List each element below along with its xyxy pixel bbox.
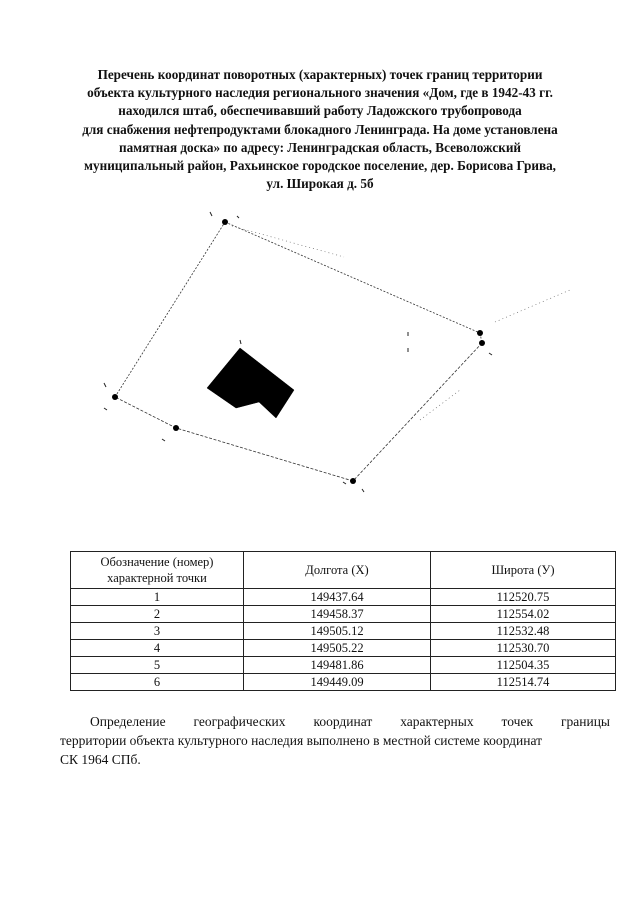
table-header-row — [71, 552, 616, 589]
scan-mark — [162, 439, 165, 441]
boundary-segment — [225, 222, 480, 333]
title-line: муниципальный район, Рахьинское городское поселение, дер. Борисова Грива, — [84, 158, 556, 174]
boundary-point — [479, 340, 485, 346]
neighbor-line — [420, 390, 460, 420]
document-title — [40, 66, 600, 193]
boundary-segment — [353, 343, 482, 481]
note-line: Определение географических координат характерных точек границы — [90, 714, 610, 729]
boundary-point — [222, 219, 228, 225]
latitude-value: 112530.70 — [431, 640, 616, 657]
point-number: 5 — [71, 657, 244, 674]
longitude-value: 149505.22 — [244, 640, 431, 657]
point-number: 6 — [71, 674, 244, 691]
header-latitude: Широта (У) — [431, 552, 616, 589]
latitude-value: 112514.74 — [431, 674, 616, 691]
longitude-value: 149481.86 — [244, 657, 431, 674]
longitude-value: 149449.09 — [244, 674, 431, 691]
boundary-point — [477, 330, 483, 336]
coordinates-table — [70, 551, 616, 691]
latitude-value: 112504.35 — [431, 657, 616, 674]
title-line: ул. Широкая д. 5б — [266, 176, 374, 192]
scan-mark — [240, 340, 241, 344]
longitude-value: 149437.64 — [244, 589, 431, 606]
boundary-point — [173, 425, 179, 431]
scan-mark — [362, 489, 364, 492]
scan-mark — [210, 212, 212, 216]
boundary-point — [112, 394, 118, 400]
table-row — [71, 606, 616, 623]
title-line: объекта культурного наследия регионального значения «Дом, где в 1942-43 гг. — [87, 85, 553, 101]
building-footprint — [207, 348, 294, 418]
scan-mark — [489, 353, 492, 355]
boundary-segment — [115, 397, 176, 428]
longitude-value: 149505.12 — [244, 623, 431, 640]
latitude-value: 112520.75 — [431, 589, 616, 606]
note-line: территории объекта культурного наследия выполнено в местной системе координат — [60, 733, 543, 748]
boundary-point — [350, 478, 356, 484]
title-line: находился штаб, обеспечивавший работу Ладожского трубопровода — [118, 103, 522, 119]
table-row — [71, 589, 616, 606]
table-row — [71, 623, 616, 640]
table-row — [71, 674, 616, 691]
boundary-segment — [115, 222, 225, 397]
title-line: памятная доска» по адресу: Ленинградская область, Всеволожский — [118, 139, 522, 155]
point-number: 4 — [71, 640, 244, 657]
title-line: Перечень координат поворотных (характерных) точек границ территории — [97, 67, 543, 82]
point-number: 2 — [71, 606, 244, 623]
latitude-value: 112532.48 — [431, 623, 616, 640]
point-number: 1 — [71, 589, 244, 606]
header-point-number: Обозначение (номер) характерной точки — [71, 552, 244, 589]
scan-mark — [343, 482, 346, 484]
note-line: СК 1964 СПб. — [60, 752, 141, 767]
boundary-plan — [0, 200, 640, 510]
table-row — [71, 657, 616, 674]
longitude-value: 149458.37 — [244, 606, 431, 623]
table-row — [71, 640, 616, 657]
latitude-value: 112554.02 — [431, 606, 616, 623]
boundary-segment — [176, 428, 353, 481]
header-longitude: Долгота (X) — [244, 552, 431, 589]
scan-mark — [104, 383, 106, 387]
point-number: 3 — [71, 623, 244, 640]
coordinate-system-note — [60, 712, 610, 769]
neighbor-line — [232, 226, 344, 257]
scan-mark — [237, 216, 239, 218]
scan-mark — [104, 408, 107, 410]
title-line: для снабжения нефтепродуктами блокадного Ленинграда. На доме установлена — [82, 121, 558, 137]
neighbor-line — [495, 290, 570, 322]
